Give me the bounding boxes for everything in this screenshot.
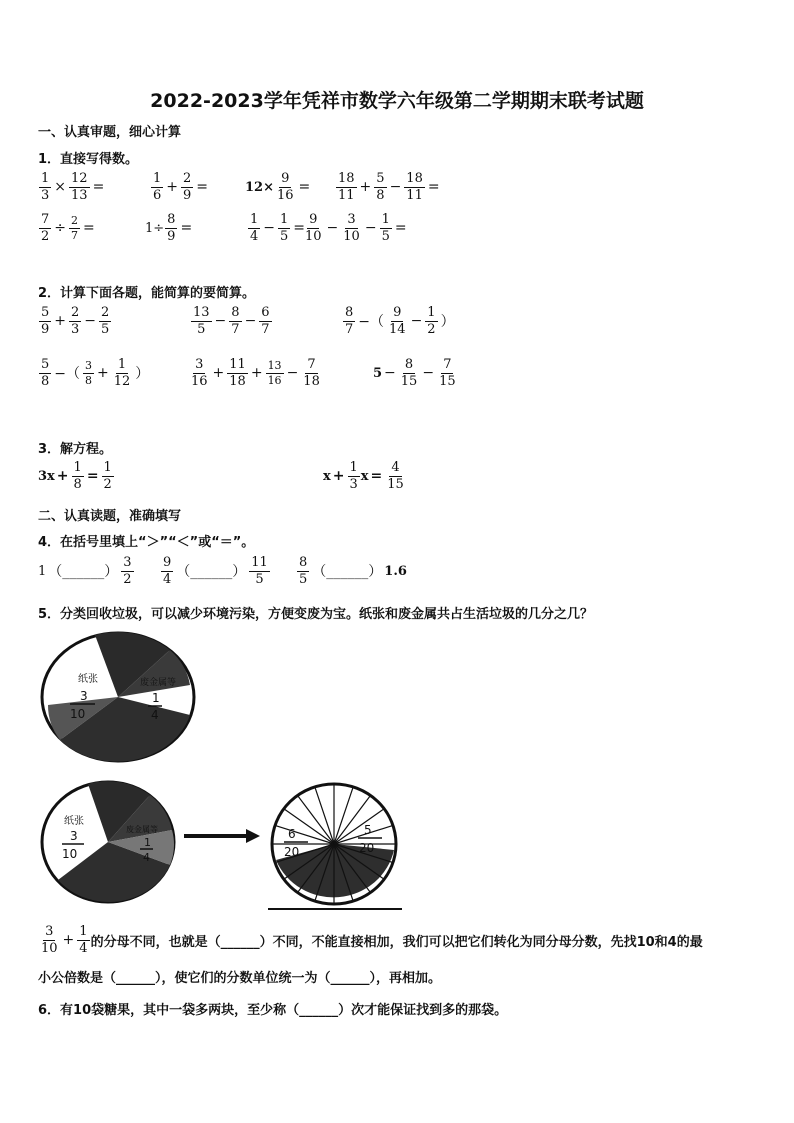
q2-expr-2: 13 5 − $\frac{8}{7}$ − $\frac{6}{7}$	[193, 305, 270, 337]
q4-label: 4．在括号里填上“＞”“＜”或“＝”。	[38, 535, 255, 550]
svg-text:10: 10	[62, 847, 78, 861]
q4-blank-2[interactable]: （______）	[176, 564, 247, 581]
svg-text:1: 1	[144, 836, 151, 849]
svg-text:1: 1	[152, 691, 160, 705]
q6-label: 6．有10袋糖果，其中一袋多两块，至少称（______）次才能保证找到多的那袋。	[38, 1003, 508, 1018]
q1-expr-4: 18 11 + $\frac{5}{8}$ − $\frac{18}{11}$ =	[338, 171, 440, 203]
page-title: 2022-2023学年凭祥市数学六年级第二学期期末联考试题	[150, 90, 644, 112]
arrow-right-icon	[182, 826, 262, 846]
q2-expr-6: 5 − $\frac{8}{15}$ − $\frac{7}{15}$	[373, 357, 456, 389]
pie-chart-2	[40, 780, 180, 908]
q2-label: 2．计算下面各题，能简算的要简算。	[38, 286, 256, 301]
pie2-metal-label: 废金属等	[126, 825, 158, 834]
q1-expr-8: 9 10 − $\frac{3}{10}$ − $\frac{1}{5}$ =	[305, 212, 407, 244]
q4-item-2: 9 4 （______） 11 5	[163, 555, 268, 587]
pie1-metal-label: 废金属等	[140, 678, 177, 688]
q3-label: 3．解方程。	[38, 442, 113, 457]
q1-label: 1．直接写得数。	[38, 152, 139, 167]
q3-equation-1: 3x + $\frac{1}{8}$ = $\frac{1}{2}$	[38, 460, 112, 492]
q1-expr-1: $\frac{1}{3}$ × $\frac{12}{13}$ =	[41, 171, 105, 203]
pie-chart-1	[40, 630, 200, 765]
q4-item-1: 1 （______） 3 2	[38, 555, 132, 587]
q4-blank-3[interactable]: （______）	[312, 564, 383, 581]
pie-chart-3	[268, 780, 402, 912]
svg-text:20: 20	[284, 845, 300, 859]
q1-expr-7: 1 4 − $\frac{1}{5}$ =	[250, 212, 306, 244]
q1-expr-3: 12× $\frac{9}{16}$ =	[245, 171, 311, 203]
svg-text:3: 3	[80, 689, 88, 703]
section-1-heading: 一、认真审题，细心计算	[38, 125, 182, 140]
pie1-paper-label: 纸张	[78, 674, 98, 685]
svg-text:3: 3	[70, 829, 78, 843]
pie2-paper-label: 纸张	[64, 816, 84, 827]
q4-blank-1[interactable]: （______）	[48, 564, 119, 581]
svg-text:4: 4	[151, 708, 159, 722]
svg-text:5: 5	[364, 823, 372, 837]
q4-item-3: 8 5 （______） 1.6	[299, 555, 407, 587]
section-2-heading: 二、认真读题，准确填写	[38, 509, 182, 524]
q2-expr-1: 5 9 + $\frac{2}{3}$ − $\frac{2}{5}$	[41, 305, 110, 337]
q1-expr-6: 1÷ $\frac{8}{9}$ =	[145, 212, 193, 244]
q1-expr-5: $\frac{7}{2}$ ÷ $\frac{2}{7}$ =	[41, 212, 95, 244]
svg-text:6: 6	[288, 827, 296, 841]
q2-expr-3: 8 7 −（ 9 14 − $\frac{1}{2}$ ）	[345, 305, 455, 337]
q5-label: 5．分类回收垃圾，可以减少环境污染，方便变废为宝。纸张和废金属共占生活垃圾的几分之几？	[38, 607, 594, 622]
q5-line-2: 小公倍数是（______），使它们的分数单位统一为（______），再相加。	[38, 971, 442, 986]
q2-expr-4: 5 8 −（ 3 8 + $\frac{1}{12}$ ）	[41, 357, 150, 389]
q1-expr-2: 1 6 + $\frac{2}{9}$ =	[153, 171, 209, 203]
svg-text:4: 4	[143, 851, 150, 864]
svg-text:20: 20	[359, 841, 375, 855]
q5-line-1: 3 10 + $\frac{1}{4}$ 的分母不同，也就是（______）不同，不能直接相加，我们可以把它们转化为同分母分数，先找10和4的最	[41, 924, 703, 956]
q2-expr-5: 3 16 + $\frac{11}{18}$ + $\frac{13}{16}$ − $\frac{7}{18}$	[191, 357, 320, 389]
q3-equation-2: x + $\frac{1}{3}$ x = $\frac{4}{15}$	[323, 460, 404, 492]
svg-text:10: 10	[70, 707, 86, 721]
